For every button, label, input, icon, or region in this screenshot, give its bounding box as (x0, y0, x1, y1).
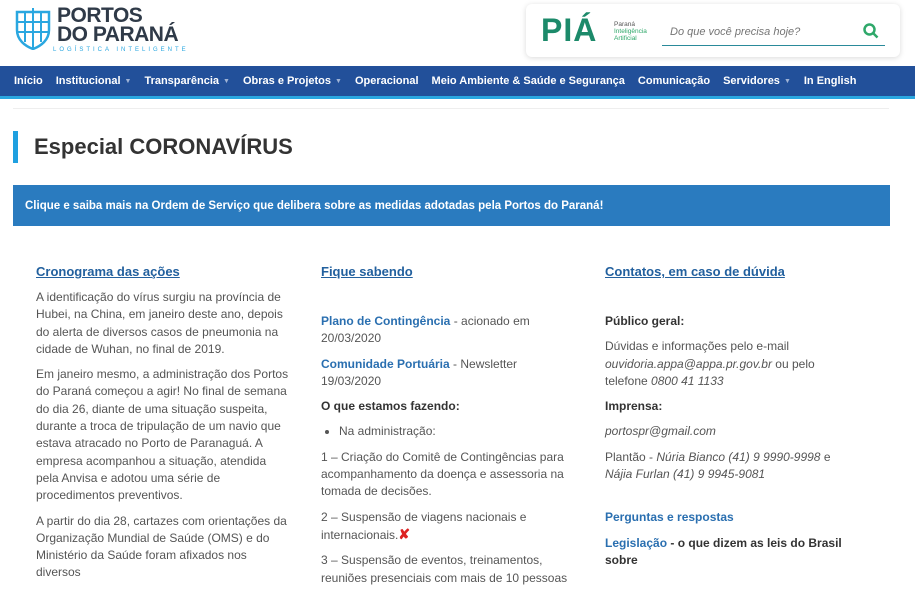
caret-down-icon: ▼ (783, 77, 791, 85)
text: Dúvidas e informações pelo e-mail (605, 339, 790, 354)
nav-label: Obras e Projetos (242, 75, 332, 87)
nav-label: Transparência (144, 75, 220, 87)
nav-inicio[interactable] (14, 75, 43, 87)
portos-logo[interactable] (13, 6, 189, 54)
paragraph: A identificação do vírus surgiu na província de Hubei, na China, em janeiro deste ano, depois do alerta de diversos casos de pneumonia na cidade de Wuhan, no final de 2019. (36, 290, 283, 356)
comunidade-text: - Newsletter 19/03/2020 (321, 356, 518, 388)
comunidade-portuaria-link[interactable]: Comunidade Portuária (321, 356, 450, 371)
pia-sub-3: Artificial (614, 35, 637, 42)
text: Plantão - (605, 449, 657, 464)
nav-institucional[interactable] (56, 75, 132, 87)
nav-label: Institucional (55, 75, 121, 87)
paragraph: A partir do dia 28, cartazes com orientações da Organização Mundial de Saúde (OMS) e do Ministério da Saúde foram afixados nos diversos (36, 513, 287, 580)
nav-obras[interactable] (243, 75, 342, 87)
paragraph: 3 – Suspensão de eventos, treinamentos, reuniões presenciais com mais de 10 pessoas (321, 553, 568, 585)
publico-geral-label: Público geral: (605, 314, 685, 328)
imprensa-email[interactable]: portospr@gmail.com (605, 424, 716, 439)
plantao-contact: Núria Bianco (41) 9 9990-9998 (656, 449, 821, 464)
pia-sub-1: Paraná (614, 21, 635, 28)
nav-servidores[interactable] (723, 75, 791, 87)
plano-text: - acionado em 20/03/2020 (321, 314, 530, 346)
caret-down-icon: ▼ (124, 77, 132, 85)
text: e (820, 449, 831, 464)
red-x-icon: ✘ (398, 525, 411, 542)
header (0, 0, 915, 66)
text: ou pelo telefone (605, 356, 815, 388)
nav-label: Meio Ambiente & Saúde e Segurança (431, 75, 625, 87)
ordem-servico-banner[interactable]: Clique e saiba mais na Ordem de Serviço que delibera sobre as medidas adotadas pela Portos do Paraná! (13, 185, 890, 226)
text: - o que dizem as leis do Brasil sobre (605, 535, 842, 567)
paragraph: 1 – Criação do Comitê de Contingências para acompanhamento da doença e assessoria na tomada de decisões. (321, 449, 564, 499)
divider (13, 108, 889, 109)
nav-label: In English (803, 75, 857, 87)
pia-sub-2: Inteligência (614, 28, 647, 35)
contatos-heading[interactable]: Contatos, em caso de dúvida (605, 264, 785, 279)
plano-contingencia-link[interactable]: Plano de Contingência (321, 314, 451, 328)
nav-transparencia[interactable] (144, 75, 230, 87)
logo-name-line2: DO PARANÁ (57, 23, 179, 46)
nav-meio-ambiente[interactable] (432, 75, 625, 87)
nav-label: Servidores (723, 75, 780, 87)
cronograma-heading[interactable]: Cronograma das ações (36, 264, 180, 279)
plantao-contact: Nájia Furlan (41) 9 9945-9081 (605, 467, 766, 482)
page-title-wrap (13, 131, 293, 163)
search-field (662, 18, 885, 46)
list-item: • Na administração: (339, 423, 576, 440)
column-contatos (605, 263, 860, 577)
fique-sabendo-heading[interactable]: Fique sabendo (321, 264, 413, 279)
nav-comunicacao[interactable] (638, 75, 710, 87)
main-nav (0, 66, 915, 99)
nav-label: Início (14, 75, 43, 87)
search-input[interactable] (662, 26, 852, 38)
ouvidoria-email[interactable]: ouvidoria.appa@appa.pr.gov.br (605, 356, 772, 371)
pia-search-box (526, 4, 900, 57)
nav-label: Comunicação (637, 75, 711, 87)
logo-name-line1: PORTOS (57, 4, 143, 27)
column-cronograma (36, 263, 291, 590)
logo-tagline: LOGÍSTICA INTELIGENTE (53, 47, 189, 53)
nav-operacional[interactable] (355, 75, 419, 87)
caret-down-icon: ▼ (335, 77, 342, 85)
caret-down-icon: ▼ (223, 77, 230, 85)
pia-subtitle (614, 21, 647, 42)
nav-in-english[interactable] (804, 75, 857, 87)
legislacao-link[interactable]: Legislação (605, 535, 668, 550)
phone-number: 0800 41 1133 (651, 373, 724, 388)
column-fique-sabendo (321, 263, 576, 595)
fazendo-heading: O que estamos fazendo: (321, 399, 460, 414)
page-title: Especial CORONAVÍRUS (34, 134, 293, 159)
nav-label: Operacional (354, 75, 419, 87)
paragraph: Em janeiro mesmo, a administração dos Portos do Paraná começou a agir! No final de semana do dia 26, diante de uma situação suspeita, durante a troca de tripulação de um navio que estava atracado no Porto de Paranaguá. A empresa acompanhou a situação, atendida pela Anvisa e adotou uma série de procedimentos preventivos. (36, 367, 289, 503)
paragraph: 2 – Suspensão de viagens nacionais e internacionais. (321, 509, 527, 542)
imprensa-label: Imprensa: (605, 399, 663, 414)
shield-logo-icon (13, 6, 53, 50)
perguntas-respostas-link[interactable]: Perguntas e respostas (605, 510, 734, 525)
pia-logo: PIÁ (541, 12, 598, 48)
search-icon[interactable] (863, 23, 879, 39)
